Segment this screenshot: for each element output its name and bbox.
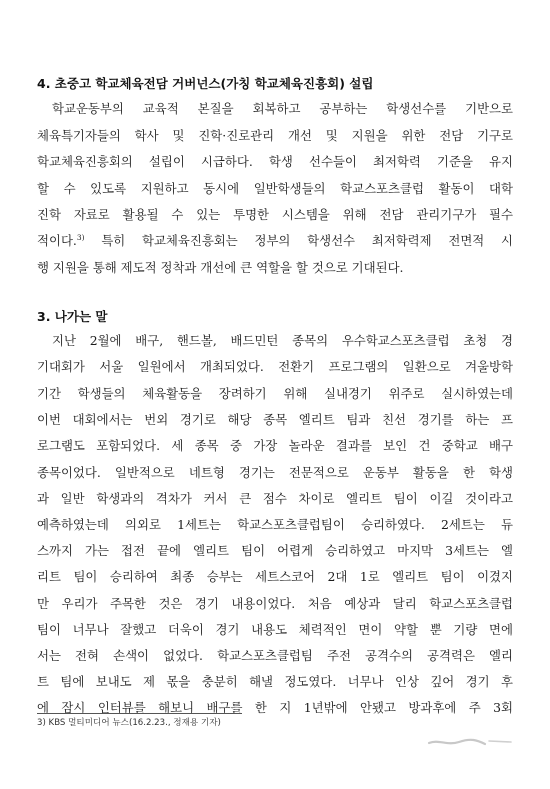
section-3-line-15: 에 잠시 인터뷰를 해보니 배구를 한 지 1년밖에 안됐고 방과후에 주 3회	[37, 700, 513, 715]
section-3-line-14: 트 팀에 보내도 제 몫을 충분히 해낼 정도였다. 너무나 인상 깊어 경기 후	[37, 674, 513, 689]
section-4-heading: 4. 초중고 학교체육전담 거버넌스(가칭 학교체육진흥회) 설립	[37, 76, 374, 91]
section-3-line-9: 스까지 가는 접전 끝에 엘리트 팀이 어렵게 승리하였고 마지막 3세트는 엘	[37, 543, 513, 558]
scan-smudge	[425, 735, 515, 749]
section-4-line-6-prefix: 적이다.	[37, 233, 77, 248]
section-3-heading: 3. 나가는 말	[37, 309, 108, 324]
section-3-line-1: 지난 2월에 배구, 핸드볼, 배드민턴 종목의 우수학교스포츠클럽 초청 경	[52, 333, 513, 348]
section-4-line-6	[37, 231, 513, 249]
section-4-line-5: 진학 자료로 활용될 수 있는 투명한 시스템을 위해 전담 관리기구가 필수	[37, 207, 513, 222]
section-3-line-8: 예측하였는데 의외로 1세트는 학교스포츠클럽팀이 승리하였다. 2세트는 듀	[37, 517, 513, 532]
section-3-line-12: 팀이 너무나 잘했고 더욱이 경기 내용도 체력적인 면이 약할 뿐 기량 면에	[37, 622, 513, 637]
section-3-line-3: 기간 학생들의 체육활동을 장려하기 위해 실내경기 위주로 실시하였는데	[37, 386, 513, 401]
section-4-line-1: 학교운동부의 교육적 본질을 회복하고 공부하는 학생선수를 기반으로	[52, 101, 513, 116]
section-3-line-6: 종목이었다. 일반적으로 네트형 경기는 전문적으로 운동부 활동을 한 학생	[37, 465, 513, 480]
section-3-line-2: 기대회가 서울 일원에서 개최되었다. 전환기 프로그램의 일환으로 겨울방학	[37, 359, 513, 374]
footnote-text: 3) KBS 멀티미디어 뉴스(16.2.23., 정재용 기자)	[37, 718, 221, 728]
section-4-line-3: 학교체육진흥회의 설립이 시급하다. 학생 선수들이 최저학력 기준을 유지	[37, 154, 513, 169]
section-3-line-10: 리트 팀이 승리하여 최종 승부는 세트스코어 2대 1로 엘리트 팀이 이겼지	[37, 569, 513, 584]
footnote-divider	[37, 713, 242, 714]
section-4-line-6-text: 특히 학교체육진흥회는 정부의 학생선수 최저학력제 전면적 시	[101, 233, 513, 248]
section-3-line-7: 과 일반 학생과의 격차가 커서 큰 점수 차이로 엘리트 팀이 이길 것이라고	[37, 491, 513, 506]
section-3-line-4: 이번 대회에서는 번외 경기로 해당 종목 엘리트 팀과 친선 경기를 하는 프	[37, 412, 513, 427]
section-3-line-5: 로그램도 포함되었다. 세 종목 중 가장 놀라운 결과를 보인 건 중학교 배구	[37, 438, 513, 453]
footnote-marker: 3)	[76, 232, 85, 242]
section-4-line-2: 체육특기자들의 학사 및 진학·진로관리 개선 및 지원을 위한 전담 기구로	[37, 128, 513, 143]
section-3-line-11: 만 우리가 주목한 것은 경기 내용이었다. 처음 예상과 달리 학교스포츠클럽	[37, 596, 513, 611]
section-3-line-13: 서는 전혀 손색이 없었다. 학교스포츠클럽팀 주전 공격수의 공격력은 엘리	[37, 648, 513, 663]
section-4-line-7: 행 지원을 통해 제도적 정착과 개선에 큰 역할을 할 것으로 기대된다.	[37, 260, 404, 275]
section-4-line-4: 할 수 있도록 지원하고 동시에 일반학생들의 학교스포츠클럽 활동이 대학	[37, 181, 513, 196]
